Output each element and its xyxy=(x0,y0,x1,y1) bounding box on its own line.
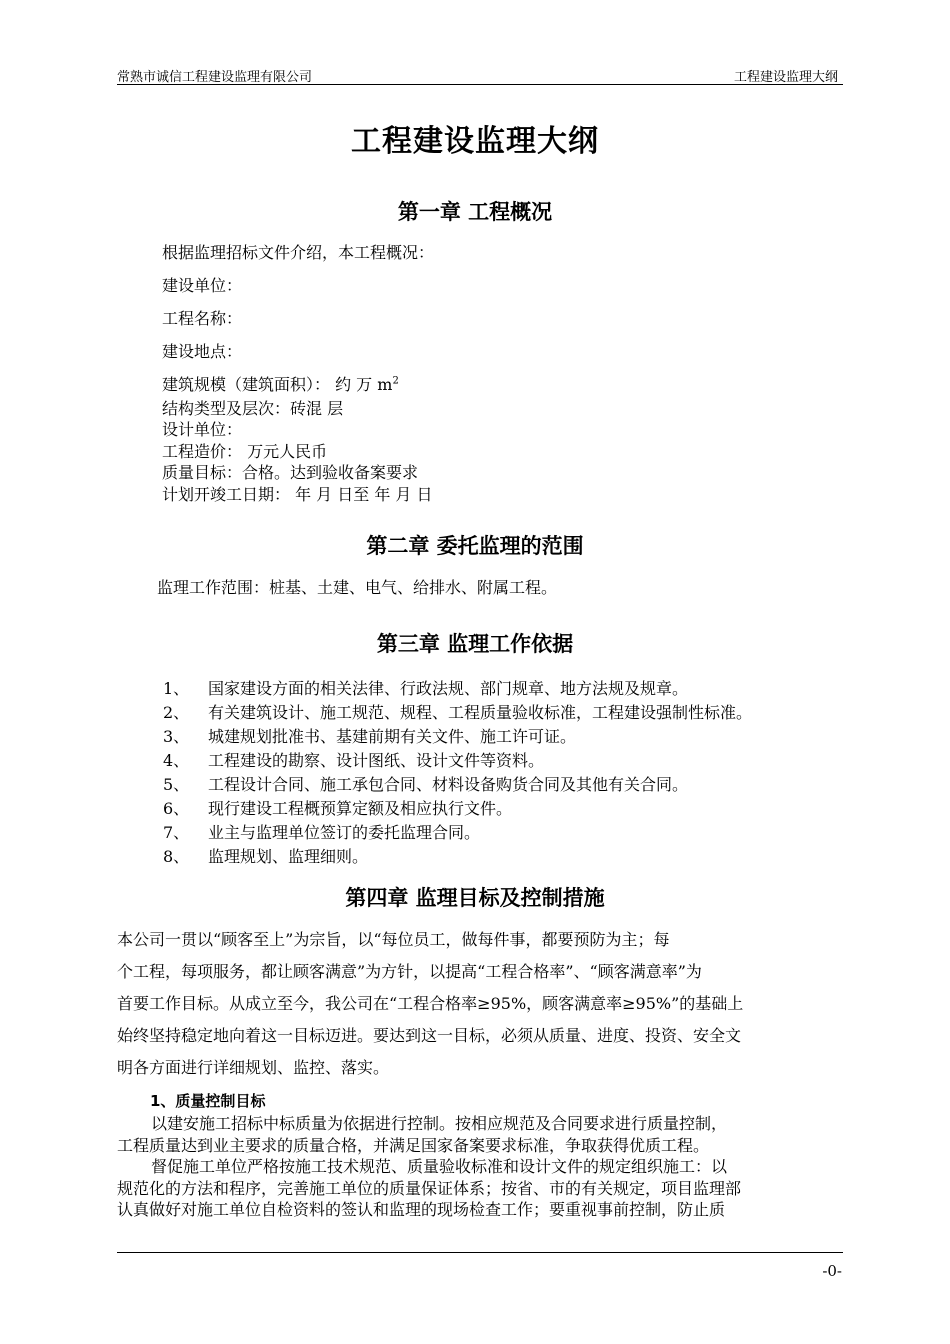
section1-line: 认真做好对施工单位自检资料的签认和监理的现场检查工作；要重视事前控制，防止质 xyxy=(117,1200,726,1219)
section1-line: 以建安施工招标中标质量为依据进行控制。按相应规范及合同要求进行质量控制， xyxy=(151,1114,728,1133)
basis-item-text: 工程设计合同、施工承包合同、材料设备购货合同及其他有关合同。 xyxy=(208,775,689,794)
basis-item-text: 城建规划批准书、基建前期有关文件、施工许可证。 xyxy=(208,727,577,746)
scale-line xyxy=(162,372,399,395)
basis-item-number: 2、 xyxy=(163,703,190,722)
basis-item-number: 4、 xyxy=(163,751,190,770)
chapter1-heading: 第一章 工程概况 xyxy=(397,200,553,224)
chapter3-heading: 第三章 监理工作依据 xyxy=(376,632,574,656)
scale-text: 建筑规模（建筑面积）： 约 万 m xyxy=(162,375,393,394)
project-name-label: 工程名称： xyxy=(162,309,243,328)
chapter1-intro: 根据监理招标文件介绍，本工程概况： xyxy=(162,243,435,262)
build-unit-label: 建设单位： xyxy=(162,276,243,295)
scope-line: 监理工作范围：桩基、土建、电气、给排水、附属工程。 xyxy=(157,578,558,597)
basis-item-number: 5、 xyxy=(163,775,190,794)
document-title: 工程建设监理大纲 xyxy=(351,124,599,159)
schedule-line: 计划开竣工日期： 年 月 日至 年 月 日 xyxy=(162,485,433,504)
intro-line: 个工程，每项服务，都让顾客满意”为方针，以提高“工程合格率”、“顾客满意率”为 xyxy=(117,962,702,981)
header-doc-name: 工程建设监理大纲 xyxy=(733,70,838,85)
section1-line: 督促施工单位严格按施工技术规范、质量验收标准和设计文件的规定组织施工：以 xyxy=(151,1157,728,1176)
chapter4-heading: 第四章 监理目标及控制措施 xyxy=(345,886,605,910)
header-company: 常熟市诚信工程建设监理有限公司 xyxy=(117,70,313,85)
basis-item-text: 监理规划、监理细则。 xyxy=(208,847,369,866)
section1-line: 规范化的方法和程序，完善施工单位的质量保证体系；按省、市的有关规定，项目监理部 xyxy=(117,1178,742,1198)
quality-goal-line: 质量目标：合格。达到验收备案要求 xyxy=(162,463,419,482)
chapter4-intro xyxy=(117,924,843,1084)
basis-item-number: 3、 xyxy=(163,727,190,746)
basis-item-number: 6、 xyxy=(163,799,190,818)
section1-title: 1、质量控制目标 xyxy=(150,1092,266,1110)
structure-line: 结构类型及层次：砖混 层 xyxy=(162,399,344,418)
section1-body xyxy=(117,1113,843,1221)
design-unit-label: 设计单位： xyxy=(162,420,243,439)
chapter2-heading: 第二章 委托监理的范围 xyxy=(366,534,584,558)
basis-item-number: 1、 xyxy=(163,679,190,698)
scale-sup: 2 xyxy=(392,375,399,387)
basis-item-number: 7、 xyxy=(163,823,190,842)
basis-item-text: 现行建设工程概预算定额及相应执行文件。 xyxy=(208,799,513,818)
header-rule xyxy=(117,84,843,85)
intro-line: 本公司一贯以“顾客至上”为宗旨，以“每位员工，做每件事，都要预防为主；每 xyxy=(117,930,670,949)
intro-line: 首要工作目标。从成立至今，我公司在“工程合格率≥95%，顾客满意率≥95%”的基础上 xyxy=(117,994,744,1013)
basis-item-text: 工程建设的勘察、设计图纸、设计文件等资料。 xyxy=(208,751,545,770)
intro-line: 明各方面进行详细规划、监控、落实。 xyxy=(117,1058,390,1077)
footer-rule xyxy=(117,1252,843,1253)
page-number: -0- xyxy=(822,1262,842,1280)
basis-item-number: 8、 xyxy=(163,847,190,866)
cost-line: 工程造价： 万元人民币 xyxy=(162,442,328,461)
basis-item-text: 有关建筑设计、施工规范、规程、工程质量验收标准，工程建设强制性标准。 xyxy=(208,703,753,722)
basis-item-text: 国家建设方面的相关法律、行政法规、部门规章、地方法规及规章。 xyxy=(208,679,689,698)
location-label: 建设地点： xyxy=(162,342,243,361)
intro-line: 始终坚持稳定地向着这一目标迈进。要达到这一目标，必须从质量、进度、投资、安全文 xyxy=(117,1026,742,1045)
basis-item-text: 业主与监理单位签订的委托监理合同。 xyxy=(208,823,481,842)
section1-line: 工程质量达到业主要求的质量合格，并满足国家备案要求标准，争取获得优质工程。 xyxy=(117,1135,710,1155)
